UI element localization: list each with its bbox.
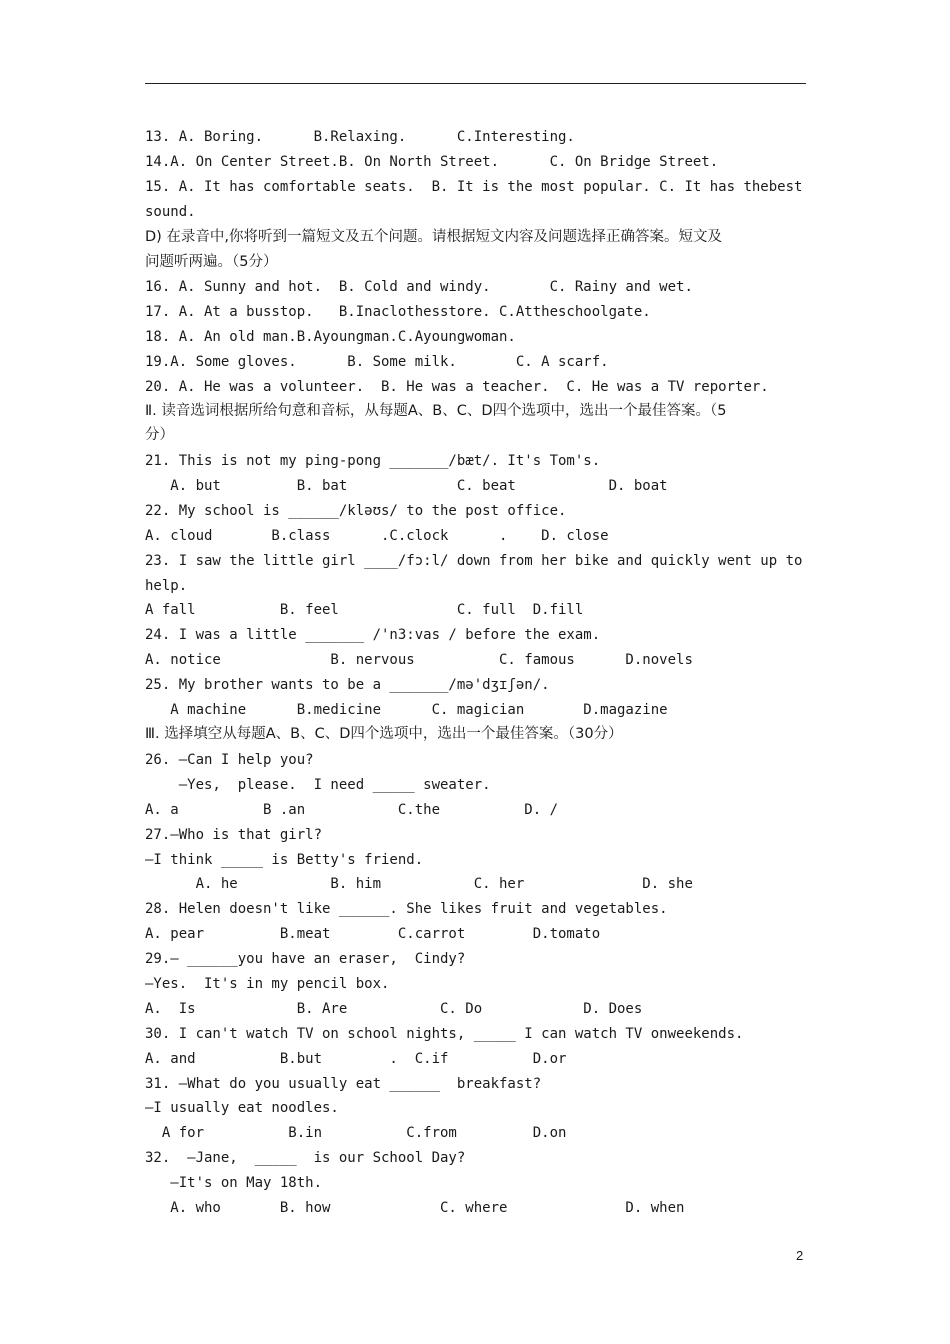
- question-30: 30. I can't watch TV on school nights, _____ I can watch TV onweekends.: [145, 1026, 744, 1042]
- question-19-options: 19.A. Some gloves. B. Some milk. C. A scarf.: [145, 354, 609, 370]
- section-3-heading: Ⅲ. 选择填空从每题A、B、C、D四个选项中，选出一个最佳答案。（30分）: [145, 726, 623, 742]
- question-15-options: 15. A. It has comfortable seats. B. It is the most popular. C. It has thebest: [145, 179, 803, 195]
- question-23: 23. I saw the little girl ____/fɔ:l/ down from her bike and quickly went up to: [145, 553, 803, 569]
- question-29-options: A. Is B. Are C. Do D. Does: [145, 1001, 643, 1017]
- question-25-options: A machine B.medicine C. magician D.magazine: [145, 702, 668, 718]
- question-22: 22. My school is ______/kləʊs/ to the post office.: [145, 503, 567, 519]
- question-20-options: 20. A. He was a volunteer. B. He was a teacher. C. He was a TV reporter.: [145, 379, 769, 395]
- question-27-options: A. he B. him C. her D. she: [145, 876, 693, 892]
- section-2-heading: Ⅱ. 读音选词根据所给句意和音标，从每题A、B、C、D四个选项中，选出一个最佳答案。（5: [145, 403, 727, 419]
- question-30-options: A. and B.but . C.if D.or: [145, 1051, 567, 1067]
- question-28: 28. Helen doesn't like ______. She likes fruit and vegetables.: [145, 901, 668, 917]
- question-32-reply: —It's on May 18th.: [145, 1175, 323, 1191]
- question-15-options-cont: sound.: [145, 204, 196, 220]
- question-23-options: A fall B. feel C. full D.fill: [145, 602, 584, 618]
- question-32: 32. —Jane, _____ is our School Day?: [145, 1150, 466, 1166]
- question-27: 27.—Who is that girl?: [145, 827, 323, 843]
- header-rule: [145, 83, 806, 84]
- question-29: 29.— ______you have an eraser, Cindy?: [145, 951, 466, 967]
- question-21: 21. This is not my ping-pong _______/bæt/. It's Tom's.: [145, 453, 601, 469]
- question-23-cont: help.: [145, 578, 188, 594]
- section-d-instructions-cont: 问题听两遍。（5分）: [145, 254, 278, 270]
- question-21-options: A. but B. bat C. beat D. boat: [145, 478, 668, 494]
- question-18-options: 18. A. An old man.B.Ayoungman.C.Ayoungwoman.: [145, 329, 516, 345]
- question-31: 31. —What do you usually eat ______ breakfast?: [145, 1076, 542, 1092]
- question-16-options: 16. A. Sunny and hot. B. Cold and windy. C. Rainy and wet.: [145, 279, 693, 295]
- question-22-options: A. cloud B.class .C.clock . D. close: [145, 528, 609, 544]
- question-29-reply: —Yes. It's in my pencil box.: [145, 976, 390, 992]
- question-31-reply: —I usually eat noodles.: [145, 1100, 339, 1116]
- question-26: 26. —Can I help you?: [145, 752, 314, 768]
- question-32-options: A. who B. how C. where D. when: [145, 1200, 685, 1216]
- question-26-reply: —Yes, please. I need _____ sweater.: [145, 777, 491, 793]
- question-17-options: 17. A. At a busstop. B.Inaclothesstore. C.Attheschoolgate.: [145, 304, 651, 320]
- page-number: 2: [796, 1248, 804, 1263]
- question-13-options: 13. A. Boring. B.Relaxing. C.Interesting.: [145, 129, 575, 145]
- question-14-options: 14.A. On Center Street.B. On North Street. C. On Bridge Street.: [145, 154, 719, 170]
- question-25: 25. My brother wants to be a _______/mə'dʒɪʃən/.: [145, 677, 550, 693]
- section-d-instructions: D) 在录音中,你将听到一篇短文及五个问题。请根据短文内容及问题选择正确答案。短文及: [145, 229, 723, 245]
- question-24-options: A. notice B. nervous C. famous D.novels: [145, 652, 693, 668]
- question-31-options: A for B.in C.from D.on: [145, 1125, 567, 1141]
- question-27-reply: —I think _____ is Betty's friend.: [145, 852, 424, 868]
- question-26-options: A. a B .an C.the D. /: [145, 802, 559, 818]
- question-28-options: A. pear B.meat C.carrot D.tomato: [145, 926, 601, 942]
- question-24: 24. I was a little _______ /'n3:vas / before the exam.: [145, 627, 601, 643]
- section-2-heading-cont: 分）: [145, 427, 174, 443]
